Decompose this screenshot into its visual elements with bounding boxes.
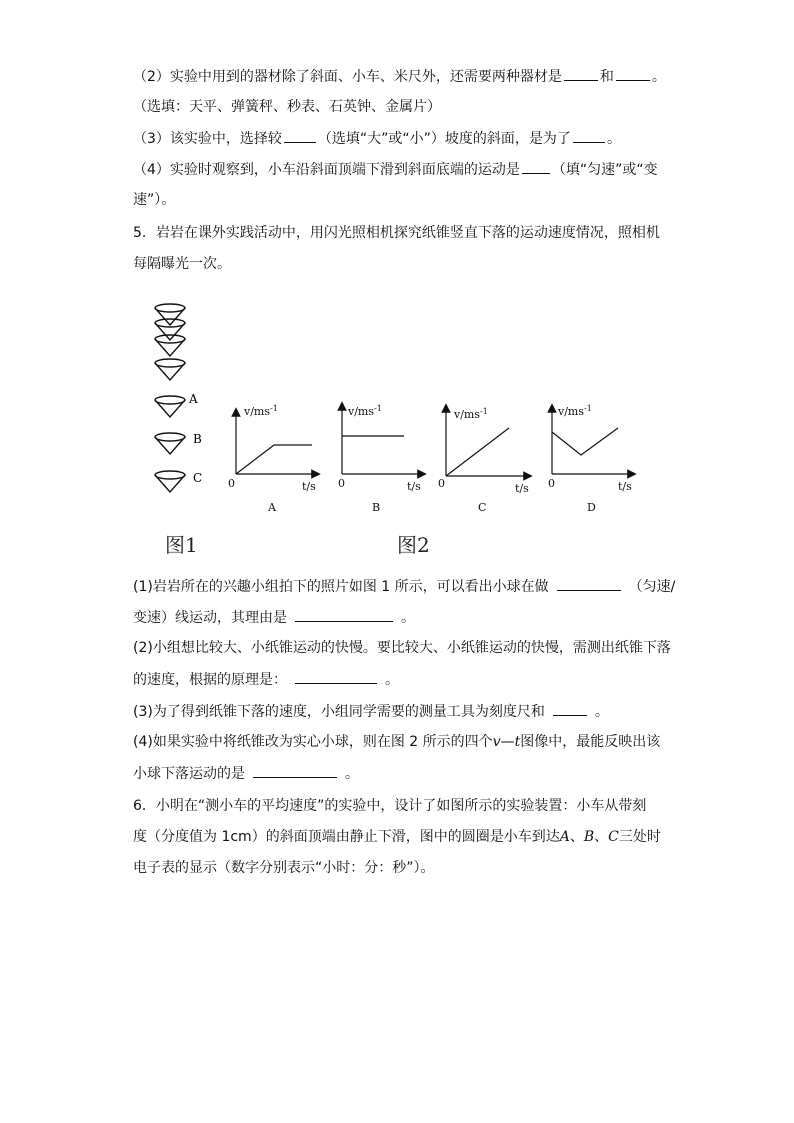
q5-part2-line-1: (2)小组想比较大、小纸锥运动的快慢。要比较大、小纸锥运动的快慢，需测出纸锥下落: [133, 640, 671, 656]
cone-a: [155, 396, 185, 417]
q5-part2-text: 的速度，根据的原理是：: [133, 672, 287, 688]
q5-part4-line-1: [133, 732, 660, 752]
q5-blank-4[interactable]: [553, 701, 587, 716]
q5-line-2: 每隔曝光一次。: [133, 256, 231, 272]
q5-blank-2[interactable]: [295, 607, 393, 622]
figure-2-graphs: [222, 398, 642, 518]
q6-line-3: 电子表的显示（数字分别表示“小时：分：秒”）。: [133, 860, 435, 876]
q5-period-4: 。: [345, 766, 359, 782]
q5-blank-3[interactable]: [295, 669, 377, 684]
q4-part4-hint: （填“匀速”或“变: [551, 162, 658, 178]
q6-sep-2: 、: [594, 829, 609, 845]
graph-a-xlabel: t/s: [302, 480, 316, 493]
q6-line-2: [133, 827, 661, 847]
q4-line-4: [133, 159, 658, 180]
q4-part3-text: （3）该实验中，选择较: [133, 131, 282, 147]
q5-part2-line-2: [133, 669, 399, 690]
q5-period-1: 。: [401, 610, 415, 626]
q6-point-b: B: [583, 829, 595, 845]
q5-dash: —: [500, 734, 515, 750]
q4-part2-text: （2）实验中用到的器材除了斜面、小车、米尺外，还需要两种器材是: [133, 69, 562, 85]
q4-part4-text: （4）实验时观察到，小车沿斜面顶端下滑到斜面底端的运动是: [133, 162, 520, 178]
q5-part1-line-1: [133, 576, 675, 597]
q4-blank-1[interactable]: [564, 66, 598, 81]
q5-line-1: 5．岩岩在课外实践活动中，用闪光照相机探究纸锥竖直下落的运动速度情况，照相机: [133, 225, 660, 241]
cone-c: [155, 471, 185, 492]
q4-line-2: （选填：天平、弹簧秤、秒表、石英钟、金属片）: [133, 99, 441, 115]
q4-line-1: [133, 66, 666, 87]
cone-4: [155, 359, 185, 380]
q4-blank-3[interactable]: [284, 128, 316, 143]
graph-c-origin: 0: [438, 477, 445, 490]
q4-period-2: 。: [606, 131, 621, 147]
q4-line-5: 速”）。: [133, 192, 176, 208]
graph-b-ylabel: $v/ms^{-1}$: [348, 404, 382, 418]
graph-a-curve: [236, 445, 312, 474]
q5-part1-text: (1)岩岩所在的兴趣小组拍下的照片如图 1 所示，可以看出小球在做: [133, 579, 549, 595]
graph-a-ylabel: $v/ms^{-1}$: [244, 404, 278, 418]
figure-1-cones: [150, 295, 220, 500]
cone-1: [155, 304, 185, 325]
q4-blank-5[interactable]: [522, 159, 550, 174]
q5-part3-line: [133, 701, 609, 722]
q5-blank-1[interactable]: [557, 576, 621, 591]
graph-a-name: A: [268, 501, 276, 514]
q5-part1-hint: （匀速/: [628, 579, 676, 595]
graph-c-name: C: [478, 501, 487, 514]
figure-1-label: 图1: [165, 533, 198, 557]
q4-blank-4[interactable]: [573, 128, 605, 143]
q6-point-a: A: [559, 829, 570, 845]
q4-and-text: 和: [599, 69, 614, 85]
q4-blank-2[interactable]: [616, 66, 650, 81]
cone-b: [155, 433, 185, 454]
q5-part1-line-2: [133, 607, 415, 628]
q5-part3-text: (3)为了得到纸锥下落的速度，小组同学需要的测量工具为刻度尺和: [133, 704, 545, 720]
q5-period-3: 。: [594, 704, 609, 720]
q4-period: 。: [651, 69, 666, 85]
graph-a-origin: 0: [228, 477, 235, 490]
q4-line-3: [133, 128, 621, 149]
graph-c-curve: [446, 428, 509, 476]
graph-a: [236, 412, 316, 474]
q6-text-1: 度（分度值为 1cm）的斜面顶端由静止下滑，图中的圆圈是小车到达: [133, 829, 560, 845]
q5-part4-text-3: 小球下落运动的是: [133, 766, 245, 782]
graph-c-xlabel: t/s: [515, 482, 529, 495]
graph-b-origin: 0: [338, 477, 345, 490]
graph-b-xlabel: t/s: [407, 480, 421, 493]
cone-label-c: C: [193, 471, 203, 485]
q5-blank-5[interactable]: [253, 763, 337, 778]
q5-v-symbol: v: [492, 734, 501, 750]
figure-2-label: 图2: [397, 533, 430, 557]
q6-point-c: C: [608, 829, 619, 845]
cone-3: [155, 335, 185, 356]
q6-sep-1: 、: [569, 829, 584, 845]
q5-part4-text: (4)如果实验中将纸锥改为实心小球，则在图 2 所示的四个: [133, 734, 493, 750]
q4-part3-hint: （选填“大”或“小”）坡度的斜面，是为了: [317, 131, 571, 147]
q5-t-symbol: t: [514, 734, 521, 750]
graph-d-origin: 0: [548, 477, 555, 490]
graph-c-ylabel: $v/ms^{-1}$: [454, 407, 488, 421]
graph-d-name: D: [587, 501, 596, 514]
q6-text-2: 三处时: [618, 829, 661, 845]
q5-period-2: 。: [385, 672, 399, 688]
graph-d-curve: [552, 428, 618, 455]
q6-line-1: 6．小明在“测小车的平均速度”的实验中，设计了如图所示的实验装置：小车从带刻: [133, 798, 647, 814]
cone-label-b: B: [193, 432, 202, 446]
graph-b-name: B: [372, 501, 381, 514]
q5-part4-line-2: [133, 763, 359, 784]
cone-label-a: A: [189, 392, 198, 406]
graph-d-ylabel: $v/ms^{-1}$: [558, 404, 592, 418]
q5-part4-text-2: 图像中，最能反映出该: [520, 734, 661, 750]
graph-d-xlabel: t/s: [618, 480, 632, 493]
q5-part1-reason: 变速）线运动，其理由是: [133, 610, 287, 626]
